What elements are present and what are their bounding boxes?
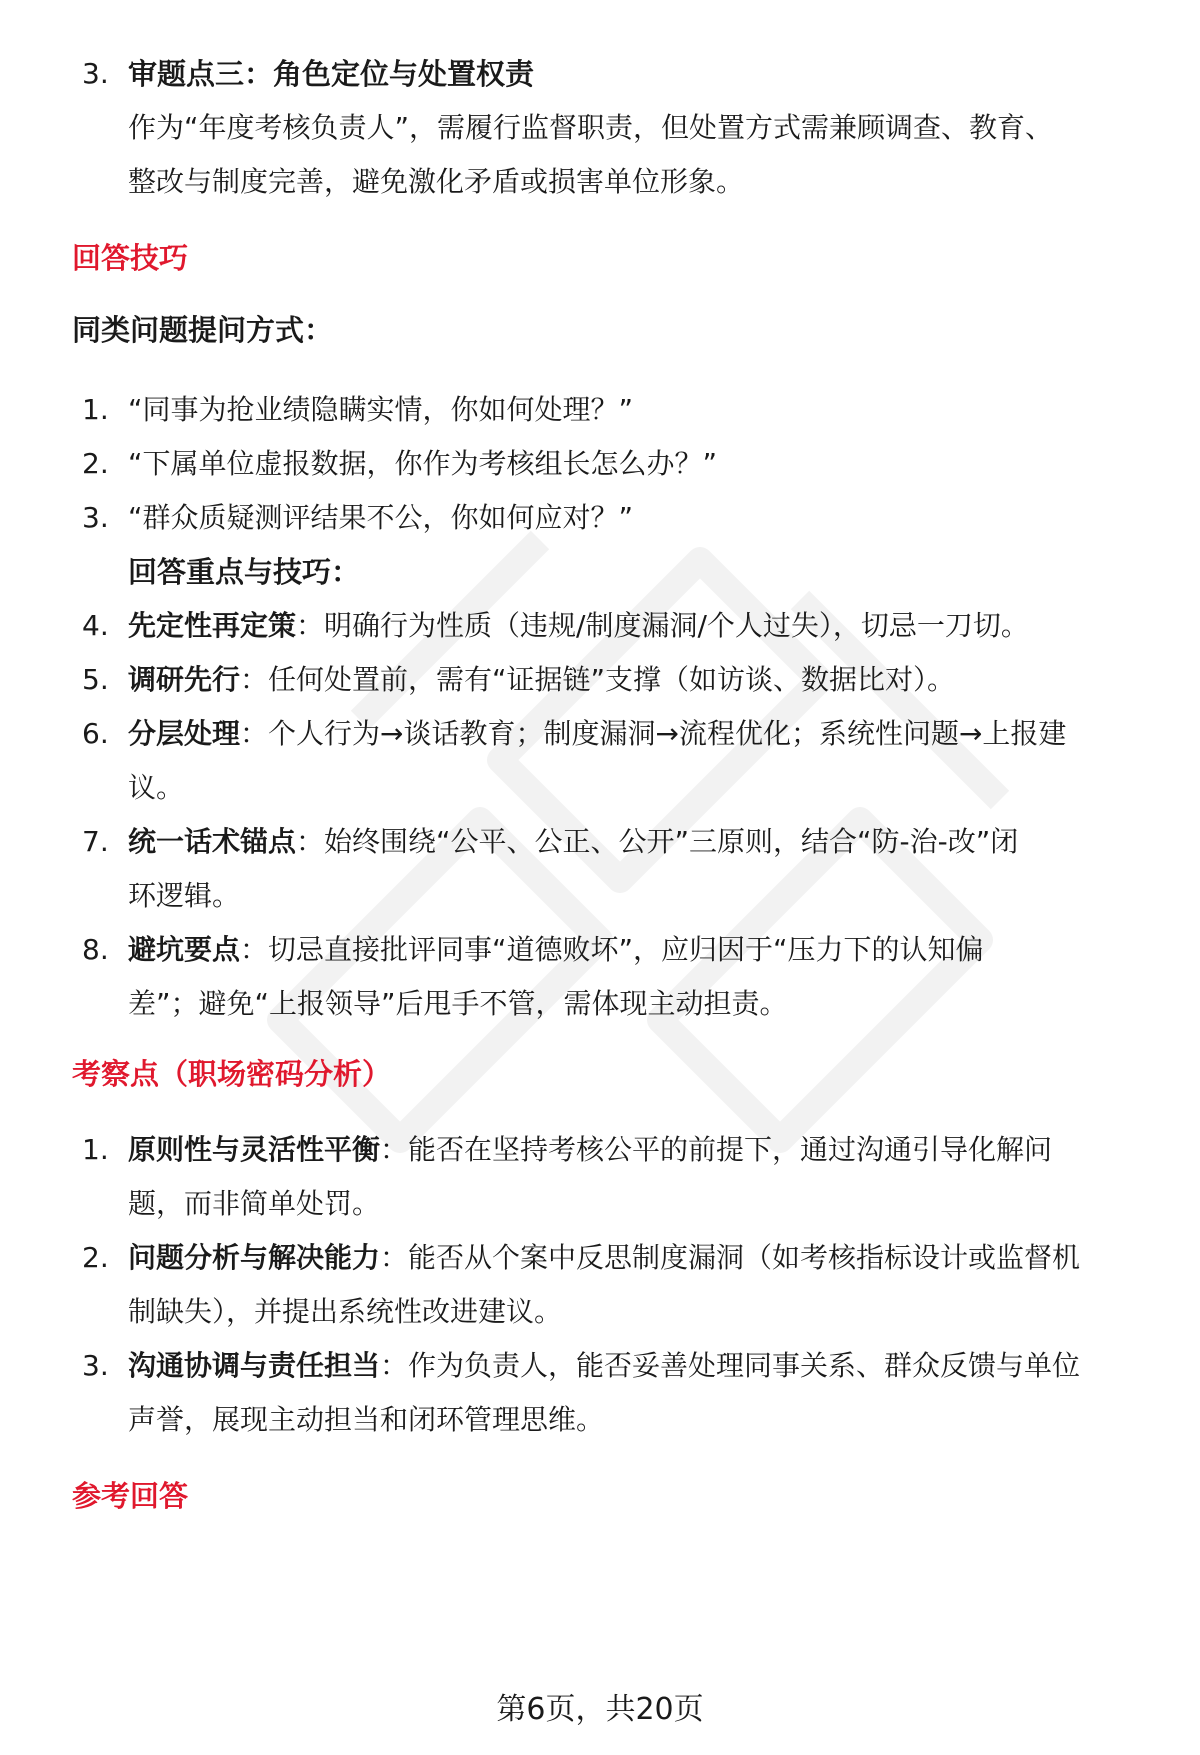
assessment-1-line-2: 题，而非简单处罚。 xyxy=(128,1187,381,1220)
assessment-heading: 考察点（职场密码分析） xyxy=(72,1057,392,1091)
tip-8-term: 避坑要点 xyxy=(128,933,241,966)
answer-tips-heading: 回答技巧 xyxy=(72,241,189,275)
tip-8-line-1 xyxy=(128,920,1148,980)
tip-7-number: 7. xyxy=(82,825,109,858)
tip-6-number: 6. xyxy=(82,717,109,750)
assessment-2-line-2: 制缺失），并提出系统性改进建议。 xyxy=(128,1295,563,1328)
assessment-2-number: 2. xyxy=(82,1241,109,1274)
assessment-1-desc: ：能否在坚持考核公平的前提下，通过沟通引导化解问 xyxy=(380,1133,1053,1166)
assessment-1-number: 1. xyxy=(82,1133,109,1166)
section3-line-2: 整改与制度完善，避免激化矛盾或损害单位形象。 xyxy=(128,165,745,198)
tip-7-desc: ：始终围绕“公平、公正、公开”三原则，结合“防-治-改”闭 xyxy=(296,825,1019,858)
section3-title: 审题点三：角色定位与处置权责 xyxy=(128,57,535,91)
similar-questions-heading: 同类问题提问方式： xyxy=(72,313,334,347)
assessment-2-desc: ：能否从个案中反思制度漏洞（如考核指标设计或监督机 xyxy=(380,1241,1081,1274)
tip-8-line-2: 差”；避免“上报领导”后甩手不管，需体现主动担责。 xyxy=(128,987,788,1020)
assessment-1-line-1 xyxy=(128,1120,1148,1180)
tip-8-number: 8. xyxy=(82,933,109,966)
question-1-number: 1. xyxy=(82,393,109,426)
section3-line-1: 作为“年度考核负责人”，需履行监督职责，但处置方式需兼顾调查、教育、 xyxy=(128,111,1054,144)
reference-answer-heading: 参考回答 xyxy=(72,1479,189,1513)
tip-4-number: 4. xyxy=(82,609,109,642)
key-points-heading: 回答重点与技巧： xyxy=(128,555,361,589)
tip-7-line-1 xyxy=(128,812,1148,872)
section3-number: 3. xyxy=(82,57,109,90)
question-2-number: 2. xyxy=(82,447,109,480)
question-3-text: “群众质疑测评结果不公，你如何应对？” xyxy=(128,501,634,534)
tip-6-line-1 xyxy=(128,704,1148,764)
assessment-1-term: 原则性与灵活性平衡 xyxy=(128,1133,381,1166)
assessment-3-term: 沟通协调与责任担当 xyxy=(128,1349,381,1382)
tip-5-number: 5. xyxy=(82,663,109,696)
tip-4-desc: ：明确行为性质（违规/制度漏洞/个人过失），切忌一刀切。 xyxy=(296,609,1029,642)
assessment-3-number: 3. xyxy=(82,1349,109,1382)
tip-6-desc: ：个人行为→谈话教育；制度漏洞→流程优化；系统性问题→上报建 xyxy=(240,717,1067,750)
question-2-text: “下属单位虚报数据，你作为考核组长怎么办？” xyxy=(128,447,718,480)
assessment-3-line-1 xyxy=(128,1336,1148,1396)
assessment-2-line-1 xyxy=(128,1228,1148,1288)
question-3-number: 3. xyxy=(82,501,109,534)
assessment-2-term: 问题分析与解决能力 xyxy=(128,1241,381,1274)
tip-7-term: 统一话术锚点 xyxy=(128,825,297,858)
tip-4-line-1 xyxy=(128,596,1148,656)
tip-8-desc: ：切忌直接批评同事“道德败坏”，应归因于“压力下的认知偏 xyxy=(240,933,984,966)
tip-6-line-2: 议。 xyxy=(128,771,185,804)
page-number-footer: 第6页，共20页 xyxy=(496,1692,704,1727)
assessment-3-desc: ：作为负责人，能否妥善处理同事关系、群众反馈与单位 xyxy=(380,1349,1081,1382)
tip-4-term: 先定性再定策 xyxy=(128,609,297,642)
assessment-3-line-2: 声誉，展现主动担当和闭环管理思维。 xyxy=(128,1403,605,1436)
question-1-text: “同事为抢业绩隐瞒实情，你如何处理？” xyxy=(128,393,634,426)
tip-5-desc: ：任何处置前，需有“证据链”支撑（如访谈、数据比对）。 xyxy=(240,663,956,696)
tip-5-term: 调研先行 xyxy=(128,663,241,696)
tip-6-term: 分层处理 xyxy=(128,717,241,750)
tip-7-line-2: 环逻辑。 xyxy=(128,879,241,912)
tip-5-line-1 xyxy=(128,650,1148,710)
